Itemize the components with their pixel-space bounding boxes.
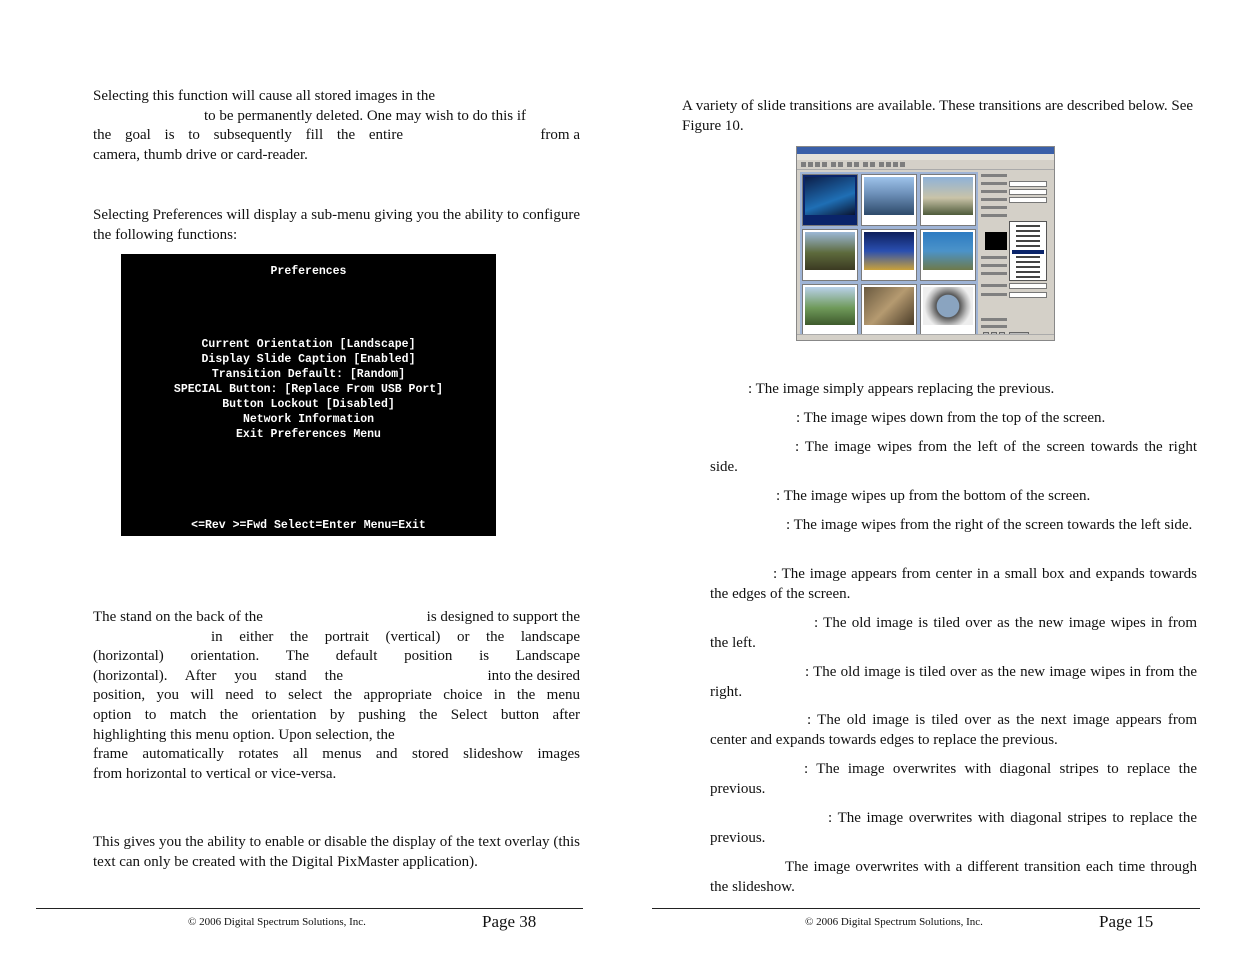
toolbar-icon	[801, 162, 806, 167]
transition-item: : The old image is tiled over as the new image wipes in from the left.	[710, 615, 1197, 651]
slide-thumbnail	[802, 174, 858, 226]
transition-dropdown-list[interactable]	[1009, 221, 1047, 281]
preferences-item: Network Information	[242, 413, 375, 426]
slide-thumbnail	[861, 284, 917, 336]
dropdown-option[interactable]	[1016, 240, 1040, 242]
transition-item: : The image overwrites with diagonal stripes to replace the previous.	[710, 810, 1197, 846]
slide-image	[923, 287, 973, 325]
transition-description: : The image simply appears replacing the previous.	[748, 381, 1055, 397]
property-label	[981, 325, 1007, 328]
slide-thumbnail	[920, 284, 976, 336]
preferences-nav-hint: <=Rev >=Fwd Select=Enter Menu=Exit	[191, 519, 426, 532]
text-line: from horizontal to vertical or vice-versa.	[93, 765, 337, 782]
text-fragment: from a	[540, 127, 580, 144]
toolbar-icon	[808, 162, 813, 167]
text-fragment: the goal is to subsequently fill the entire	[93, 127, 403, 144]
property-label	[981, 272, 1007, 275]
delete-images-paragraph	[93, 87, 580, 165]
text-line	[93, 608, 580, 628]
preferences-item: SPECIAL Button: [Replace From USB Port]	[173, 383, 444, 396]
toolbar-icon	[886, 162, 891, 167]
right-page	[618, 0, 1235, 954]
property-label	[981, 264, 1007, 267]
transition-select[interactable]	[1009, 189, 1047, 195]
text-line: in either the portrait (vertical) or the landscape	[211, 628, 580, 645]
transition-item: : The image overwrites with diagonal stripes to replace the previous.	[710, 761, 1197, 797]
property-label	[981, 198, 1007, 201]
slide-thumbnail	[920, 229, 976, 281]
preferences-title: Preferences	[270, 265, 347, 278]
dropdown-option[interactable]	[1016, 276, 1040, 278]
property-label	[981, 206, 1007, 209]
window-titlebar	[797, 147, 1054, 154]
transition-item: : The image wipes from the left of the screen towards the right side.	[710, 439, 1197, 475]
slide-grid	[800, 172, 978, 338]
toolbar-icon	[863, 162, 868, 167]
transitions-intro-paragraph: A variety of slide transitions are available. These transitions are described below. See Figure 10.	[682, 98, 1194, 134]
orientation-paragraph	[93, 608, 580, 784]
property-label	[981, 182, 1007, 185]
toolbar-icon	[870, 162, 875, 167]
slide-image	[864, 287, 914, 325]
transition-description: : The image wipes up from the bottom of the screen.	[776, 488, 1091, 504]
toolbar-icon	[815, 162, 820, 167]
property-label	[981, 174, 1007, 177]
transition-item	[710, 380, 1197, 400]
preferences-item: Display Slide Caption [Enabled]	[201, 353, 416, 366]
size-select[interactable]	[1009, 292, 1047, 298]
toolbar-icon	[838, 162, 843, 167]
text-line: to be permanently deleted. One may wish to do this if	[204, 107, 527, 124]
property-label	[981, 318, 1007, 321]
property-label	[981, 293, 1007, 296]
dropdown-option[interactable]	[1016, 261, 1040, 263]
footer-divider	[652, 908, 1200, 909]
toolbar-icon	[854, 162, 859, 167]
transition-item	[710, 487, 1197, 507]
left-page	[0, 0, 617, 954]
slide-image	[923, 177, 973, 215]
slide-properties-panel	[981, 172, 1051, 338]
toolbar-icon	[822, 162, 827, 167]
text-line: option to match the orientation by pushing the Select button after	[93, 706, 580, 723]
window-statusbar	[797, 334, 1054, 340]
preferences-item: Exit Preferences Menu	[236, 428, 381, 441]
slide-image	[864, 232, 914, 270]
caption-paragraph: This gives you the ability to enable or disable the display of the text overlay (this text can only be created with the Digital PixMaster application).	[93, 834, 580, 870]
dropdown-option[interactable]	[1016, 271, 1040, 273]
transition-item: : The old image is tiled over as the next image appears from center and expands towards edges to replace the previous.	[710, 712, 1197, 748]
toolbar-icon	[879, 162, 884, 167]
text-fragment: into the desired	[487, 667, 580, 684]
transition-item: : The image wipes from the right of the screen towards the left side.	[786, 517, 1193, 533]
page-number: Page 15	[1099, 912, 1154, 931]
text-line: camera, thumb drive or card-reader.	[93, 146, 308, 163]
dropdown-option[interactable]	[1016, 256, 1040, 258]
text-fragment: (horizontal). After you stand the	[93, 667, 343, 684]
duration-select[interactable]	[1009, 181, 1047, 187]
transition-item: The image overwrites with a different transition each time through the slideshow.	[710, 859, 1197, 895]
slide-thumbnail	[861, 174, 917, 226]
property-label	[981, 256, 1007, 259]
text-line: highlighting this menu option. Upon selection, the	[93, 726, 395, 743]
dropdown-option[interactable]	[1016, 225, 1040, 227]
transition-item: : The old image is tiled over as the new image wipes in from the right.	[710, 664, 1197, 700]
dropdown-option[interactable]	[1016, 266, 1040, 268]
preferences-item: Button Lockout [Disabled]	[222, 398, 395, 411]
dropdown-option-selected[interactable]	[1012, 250, 1044, 254]
property-label	[981, 284, 1007, 287]
text-line: position, you will need to select the appropriate choice in the menu	[93, 687, 580, 704]
preferences-item: Transition Default: [Random]	[211, 368, 406, 381]
text-line: frame automatically rotates all menus and stored slideshow images	[93, 746, 580, 763]
slide-image	[805, 177, 855, 215]
copyright-notice: © 2006 Digital Spectrum Solutions, Inc.	[188, 916, 366, 928]
dropdown-option[interactable]	[1016, 235, 1040, 237]
text-line: Selecting this function will cause all stored images in the	[93, 88, 436, 104]
preferences-intro-paragraph: Selecting Preferences will display a sub-menu giving you the ability to configure the following functions:	[93, 207, 580, 243]
slide-thumbnail	[861, 229, 917, 281]
slide-thumbnail	[802, 229, 858, 281]
footer-divider	[36, 908, 583, 909]
property-label	[981, 190, 1007, 193]
toolbar-icon	[847, 162, 852, 167]
text-fragment: The stand on the back of the	[93, 609, 263, 625]
slide-image	[923, 232, 973, 270]
position-select[interactable]	[1009, 283, 1047, 289]
figure-10-screenshot	[796, 146, 1055, 341]
preferences-item: Current Orientation [Landscape]	[201, 338, 416, 351]
toolbar-icon	[831, 162, 836, 167]
toolbar-icon	[900, 162, 905, 167]
background-select[interactable]	[1009, 197, 1047, 203]
copyright-notice: © 2006 Digital Spectrum Solutions, Inc.	[805, 916, 983, 928]
text-line	[93, 126, 580, 146]
preferences-screen-figure	[121, 254, 496, 536]
slide-image	[805, 232, 855, 270]
text-fragment: is designed to support the	[426, 609, 580, 625]
slide-thumbnail	[920, 174, 976, 226]
slide-image	[805, 287, 855, 325]
property-label	[981, 214, 1007, 217]
transition-description: : The image wipes down from the top of the screen.	[796, 410, 1106, 426]
caption-preview	[985, 232, 1007, 250]
text-line	[93, 667, 580, 687]
transition-item	[710, 409, 1197, 429]
dropdown-option[interactable]	[1016, 230, 1040, 232]
slide-image	[864, 177, 914, 215]
transition-item: : The image appears from center in a small box and expands towards the edges of the screen.	[710, 566, 1197, 602]
toolbar-icon	[893, 162, 898, 167]
page-number: Page 38	[482, 912, 537, 931]
dropdown-option[interactable]	[1016, 245, 1040, 247]
slide-thumbnail	[802, 284, 858, 336]
text-line: (horizontal) orientation. The default position is Landscape	[93, 648, 580, 665]
